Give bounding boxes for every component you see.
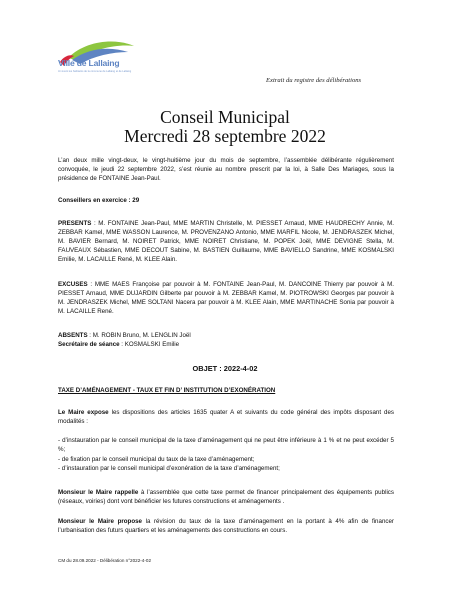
excuses-text: : MME MAES Françoise par pouvoir à M. FONTAINE Jean-Paul, M. DANCOINE Thierry par pouvoir à M. PIESSET Arnaud, MME DUJARDIN Gilberte par pouvoir à M. ZEBBAR Kamel, M. PIOTROWSKI Georges par pouvoir à M. JENDRASZEK Michel, MME SOLTANI Nacera par pouvoir à M. KLEE Alain, MME MARTINACHE Sonia par pouvoir à M. LACAILLE René. [58, 281, 394, 315]
rappelle-lead: Monsieur le Maire rappelle [58, 489, 139, 496]
page-date: Mercredi 28 septembre 2022 [124, 126, 326, 146]
secretaire-text: : KOSMALSKI Emilie [119, 341, 180, 348]
secretaire-label: Secrétaire de séance [58, 341, 120, 348]
propose-text: la révision du taux de la taxe d’aménagement en la portant à 4% afin de financer l’urbanisation des futurs quartiers et les aménagements des constructions en cours. [58, 518, 394, 534]
excuses-label: EXCUSES [58, 281, 88, 288]
propose-paragraph [58, 517, 394, 535]
expose-paragraph [58, 408, 394, 426]
bullet-item: - d’instauration par le conseil municipal d’exonération de la taxe d’aménagement; [58, 465, 280, 472]
rappelle-text: à l’assemblée que cette taxe permet de financer principalement des équipements publics (réseaux, voiries) dont vont bénéficier les futures constructions et aménagements . [58, 489, 394, 505]
logo-name: Ville de Lallaing [58, 58, 120, 68]
propose-lead: Monsieur le Maire propose [58, 518, 142, 525]
absents-text: : M. ROBIN Bruno, M. LENGLIN Joël [87, 332, 191, 339]
presents-text: : M. FONTAINE Jean-Paul, MME MARTIN Christelle, M. PIESSET Arnaud, MME HAUDRECHY Annie, M. ZEBBAR Kamel, MME WASSON Laurence, M. PROVENZANO Antonio, MME MARFIL Nicole, M. JENDRASZEK Michel, M. BAVIER Bernard, M. NOIRET Patrick, MME NOIRET Christiane, M. POPEK Joël, MME DEVIGNE Stella, M. FAUVEAUX Sébastien, MME DECOUT Sabine, M. BASTIEN Guillaume, MME BAVIELLO Sandrine, MME KOSMALSKI Emilie, M. LACAILLE René, M. KLEE Alain. [58, 220, 394, 263]
bullet-item: - de fixation par le conseil municipal du taux de la taxe d’aménagement; [58, 456, 255, 463]
presents-label: PRESENTS [58, 220, 92, 227]
secretaire-line [58, 340, 394, 349]
objet-heading: OBJET : 2022-4-02 [192, 364, 258, 373]
rappelle-paragraph [58, 488, 394, 506]
expose-lead: Le Maire expose [58, 409, 109, 416]
conseillers-count: Conseillers en exercice : 29 [58, 197, 140, 204]
page-title: Conseil Municipal [160, 107, 290, 127]
excuses-paragraph [58, 280, 394, 316]
absents-line [58, 331, 394, 340]
registre-caption: Extrait du registre des délibérations [266, 77, 362, 84]
logo-tagline: Ici vivent les habitants de la commune de Lallaing et de Lallaing [58, 70, 132, 73]
presents-paragraph [58, 219, 394, 264]
expose-text: les dispositions des articles 1635 quater A et suivants du code général des impôts disposant des modalités : [58, 409, 394, 425]
section-title: TAXE D’AMÉNAGEMENT - TAUX ET FIN D’ INSTITUTION D’EXONÉRATION [58, 387, 276, 394]
page-footer: CM du 28.09.2022 - Délibération n°2022-4-02 [58, 558, 152, 563]
absents-label: ABSENTS [58, 332, 88, 339]
intro-paragraph: L’an deux mille vingt-deux, le vingt-huitième jour du mois de septembre, l’assemblée délibérante régulièrement convoquée, le jeudi 22 septembre 2022, s’est réunie au nombre prescrit par la loi, à Salle Des Mariages, sous la présidence de FONTAINE Jean-Paul. [58, 157, 394, 182]
bullet-item: - d’instauration par le conseil municipal de la taxe d’aménagement qui ne peut être inférieure à 1 % et ne peut excéder 5 %; [58, 437, 394, 453]
